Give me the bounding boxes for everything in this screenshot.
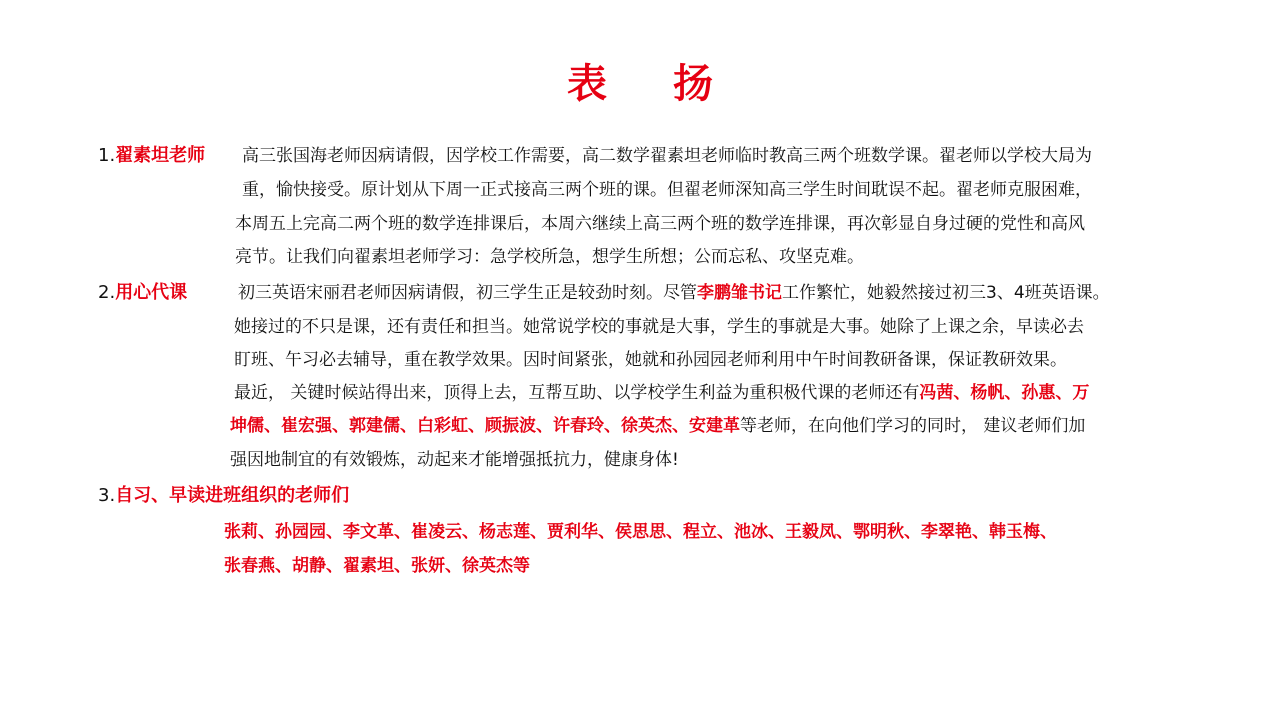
- section1-line-4: 亮节。让我们向翟素坦老师学习：急学校所急，想学生所想；公而忘私、攻坚克难。: [235, 247, 864, 267]
- section2-header: [98, 282, 187, 304]
- section2-line-1-pre: 初三英语宋丽君老师因病请假，初三学生正是较劲时刻。尽管: [238, 283, 697, 303]
- section1-line-3: 本周五上完高二两个班的数学连排课后，本周六继续上高三两个班的数学连排课，再次彰显自身过硬的党性和高风: [235, 214, 1085, 234]
- section2-line-1-post: 工作繁忙，她毅然接过初三3、4班英语课。: [782, 283, 1110, 303]
- section3-header: [98, 485, 349, 507]
- section2-line-4-highlight: 冯茜、杨帆、孙惠、万: [919, 383, 1090, 403]
- section3-number: 3.: [98, 485, 116, 506]
- section2-number: 2.: [98, 282, 116, 303]
- section2-line-5-post: 等老师，在向他们学习的同时， 建议老师们加: [740, 416, 1086, 436]
- section3-names-line-1: 张莉、孙园园、李文革、崔凌云、杨志莲、贾利华、侯思思、程立、池冰、王毅凤、鄂明秋、李翠艳、韩玉梅、: [224, 522, 1057, 542]
- section2-line-5: [230, 415, 1085, 437]
- section2-heading: 用心代课: [115, 282, 188, 303]
- section2-line-3: 盯班、午习必去辅导，重在教学效果。因时间紧张，她就和孙园园老师利用中午时间教研备课，保证教研效果。: [234, 350, 1067, 370]
- section2-line-1: [238, 282, 1110, 304]
- section1-number: 1.: [98, 145, 116, 166]
- section2-line-4: [234, 382, 1089, 404]
- section2-line-1-highlight: 李鹏雏书记: [697, 283, 782, 303]
- section1-line-2: 重，愉快接受。原计划从下周一正式接高三两个班的课。但翟老师深知高三学生时间耽误不起。翟老师克服困难，: [242, 180, 1092, 200]
- section2-line-2: 她接过的不只是课，还有责任和担当。她常说学校的事就是大事，学生的事就是大事。她除了上课之余，早读必去: [234, 317, 1084, 337]
- page-title: 表 扬: [567, 61, 739, 107]
- section1-heading: 翟素坦老师: [115, 145, 206, 166]
- section3-names-line-2: 张春燕、胡静、翟素坦、张妍、徐英杰等: [224, 556, 530, 576]
- section1-header: [98, 145, 205, 167]
- section2-line-5-highlight: 坤儒、崔宏强、郭建儒、白彩虹、顾振波、许春玲、徐英杰、安建革: [230, 416, 740, 436]
- section3-heading: 自习、早读进班组织的老师们: [115, 485, 350, 506]
- section2-line-6: 强因地制宜的有效锻炼，动起来才能增强抵抗力，健康身体!: [230, 450, 679, 470]
- section1-line-1: 高三张国海老师因病请假，因学校工作需要，高二数学翟素坦老师临时教高三两个班数学课。翟老师以学校大局为: [242, 146, 1092, 166]
- section2-line-4-pre: 最近， 关键时候站得出来，顶得上去，互帮互助、以学校学生利益为重积极代课的老师还有: [234, 383, 920, 403]
